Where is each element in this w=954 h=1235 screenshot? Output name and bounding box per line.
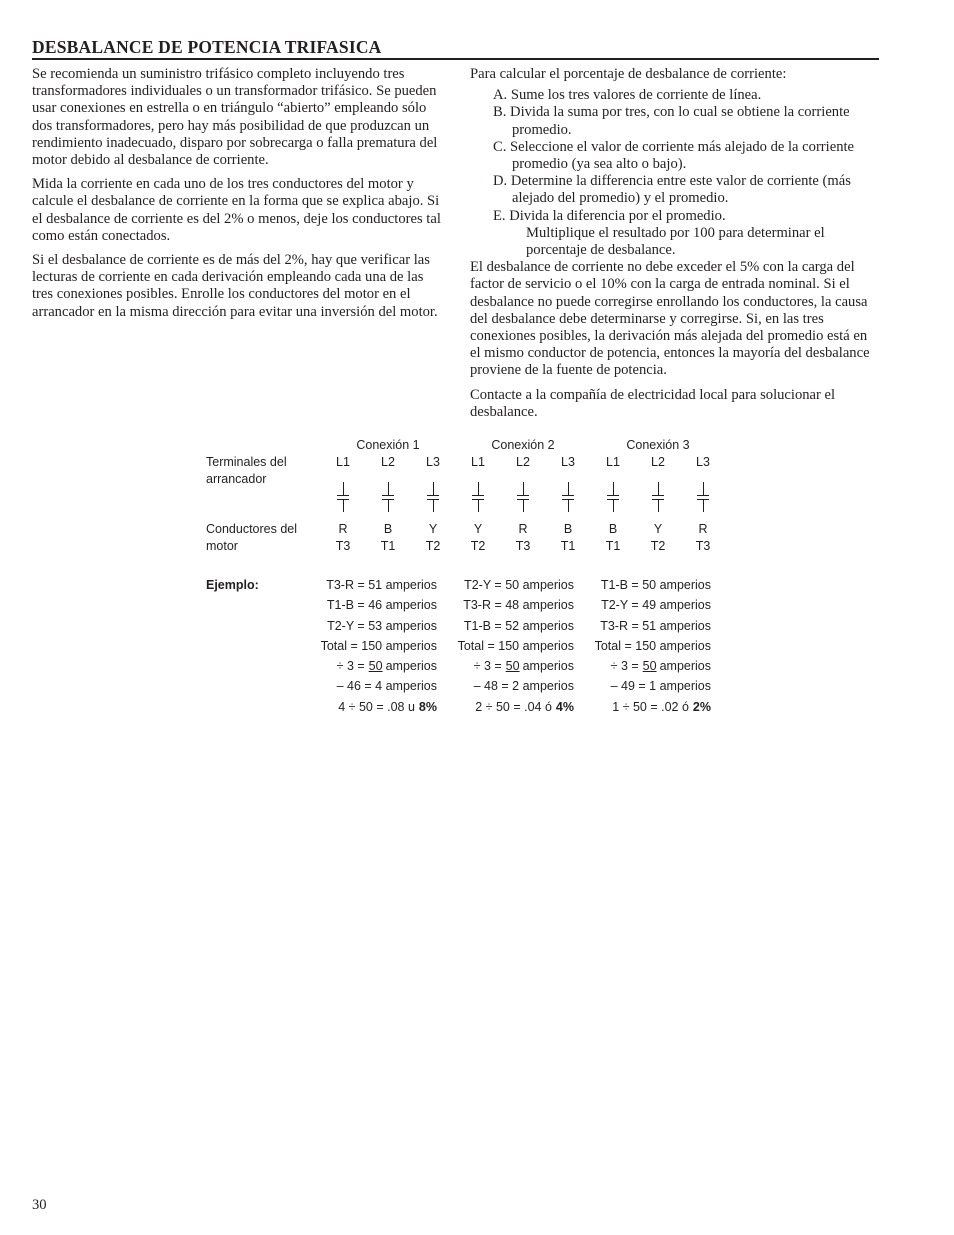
example-label: Ejemplo: [206,578,259,592]
calc-steps [470,87,880,259]
wire-lead: T1 [605,539,621,553]
average-value: 50 [505,659,520,673]
total-line: Total = 150 amperios [594,639,711,653]
label-conductors-line2: motor [206,539,238,553]
paragraph-contact: Contacte a la compañía de electricidad local para solucionar el desbalance. [470,386,836,420]
terminal-label: L2 [516,455,530,469]
calc-intro: Para calcular el porcentaje de desbalance de corriente: [470,66,787,82]
terminal-symbol [516,482,530,512]
wire-color: Y [473,522,483,536]
wire-lead: T1 [380,539,396,553]
wire-lead: T3 [515,539,531,553]
step-c: C. Seleccione el valor de corriente más alejado de la corriente promedio (ya sea alto o bajo). [493,138,855,173]
terminal-symbol [696,482,710,512]
wire-color: R [518,522,528,536]
difference-line: – 48 = 2 amperios [473,679,574,693]
terminal-label: L3 [696,455,710,469]
result-percentage: 4% [555,700,574,714]
reading-line: T2-Y = 49 amperios [601,598,711,612]
wire-color: Y [428,522,438,536]
page-number: 30 [32,1197,47,1213]
average-value: 50 [642,659,657,673]
wire-color: R [338,522,348,536]
right-column [470,66,880,428]
step-a: A. Sume los tres valores de corriente de línea. [493,87,762,104]
step-e-multiply: Multiplique el resultado por 100 para determinar el porcentaje de desbalance. [526,224,825,259]
average-prefix: ÷ 3 = [610,659,639,673]
section-title: DESBALANCE DE POTENCIA TRIFASICA [32,36,879,60]
wire-color: B [383,522,393,536]
terminal-symbol [651,482,665,512]
terminal-symbol [426,482,440,512]
terminal-label: L1 [471,455,485,469]
terminal-symbol [336,482,350,512]
terminal-label: L1 [336,455,350,469]
result-prefix: 4 ÷ 50 = .08 u [338,700,415,714]
total-line: Total = 150 amperios [457,639,574,653]
reading-line: T3-R = 51 amperios [600,619,711,633]
total-line: Total = 150 amperios [320,639,437,653]
terminal-label: L2 [381,455,395,469]
wire-lead: T3 [695,539,711,553]
label-terminals-line1: Terminales del [206,455,287,469]
reading-line: T1-B = 52 amperios [463,619,574,633]
average-unit: amperios [385,659,437,673]
result-percentage: 8% [418,700,437,714]
reading-line: T3-R = 48 amperios [463,598,574,612]
paragraph-supply: Se recomienda un suministro trifásico completo incluyendo tres transformadores individuales o un transformador trifásico. Se pueden usar conexiones en estrella o en triángulo “abierto” empleando sólo dos transformadores, pero hay más posibilidad de que produzcan un rendimiento inadecuado, disparo por sobrecarga o falla prematura del motor debido al desbalance de corriente. [32,66,438,169]
difference-line: – 46 = 4 amperios [336,679,437,693]
terminal-symbol [606,482,620,512]
paragraph-measure: Mida la corriente en cada uno de los tres conductores del motor y calcule el desbalance de corriente en la forma que se explica abajo. Si el desbalance de corriente es del 2% o menos, deje los conductores tal como están conectados. [32,176,441,244]
label-conductors-line1: Conductores del [206,522,298,536]
connection-1-header: Conexión 1 [356,438,420,452]
average-value: 50 [368,659,383,673]
reading-line: T1-B = 50 amperios [600,578,711,592]
wire-color: B [608,522,618,536]
left-column [32,66,447,328]
paragraph-limit: El desbalance de corriente no debe exceder el 5% con la carga del factor de servicio o el 10% con la carga de entrada nominal. Si el desbalance no puede corregirse enrollando los conductores, la causa del desbalance debe determinarse y corregirse. Si, en las tres conexiones posibles, la derivación más alejada del promedio está en el mismo conductor de potencia, entonces la mayoría del desbalance proviene de la fuente de potencia. [470,259,870,379]
result-line [541,700,711,714]
result-prefix: 2 ÷ 50 = .04 ó [475,700,552,714]
connection-2-header: Conexión 2 [491,438,555,452]
terminal-label: L1 [606,455,620,469]
wire-lead: T2 [470,539,486,553]
average-unit: amperios [659,659,711,673]
difference-line: – 49 = 1 amperios [610,679,711,693]
terminal-label: L3 [426,455,440,469]
wire-color: R [698,522,708,536]
reading-line: T3-R = 51 amperios [326,578,437,592]
paragraph-verify: Si el desbalance de corriente es de más del 2%, hay que verificar las lecturas de corriente en cada derivación empleando cada una de las tres conexiones posibles. Enrolle los conductores del motor en el arrancador en la misma dirección para evitar una inversión del motor. [32,252,438,320]
result-percentage: 2% [692,700,711,714]
terminal-label: L3 [561,455,575,469]
step-b: B. Divida la suma por tres, con lo cual se obtiene la corriente promedio. [493,104,850,138]
step-d: D. Determine la differencia entre este valor de corriente (más alejado del promedio) y el promedio. [493,173,851,207]
wire-lead: T2 [650,539,666,553]
result-prefix: 1 ÷ 50 = .02 ó [612,700,689,714]
connection-3-header: Conexión 3 [626,438,690,452]
label-terminals-line2: arrancador [206,472,267,486]
average-unit: amperios [522,659,574,673]
wire-color: B [563,522,573,536]
terminal-symbol [381,482,395,512]
average-prefix: ÷ 3 = [473,659,502,673]
average-line [541,659,711,673]
wire-lead: T2 [425,539,441,553]
wire-lead: T1 [560,539,576,553]
average-prefix: ÷ 3 = [336,659,365,673]
reading-line: T1-B = 46 amperios [326,598,437,612]
terminal-symbol [471,482,485,512]
step-e: E. Divida la diferencia por el promedio. [493,207,726,224]
wire-lead: T3 [335,539,351,553]
reading-line: T2-Y = 53 amperios [327,619,437,633]
reading-line: T2-Y = 50 amperios [464,578,574,592]
wire-color: Y [653,522,663,536]
terminal-label: L2 [651,455,665,469]
terminal-symbol [561,482,575,512]
